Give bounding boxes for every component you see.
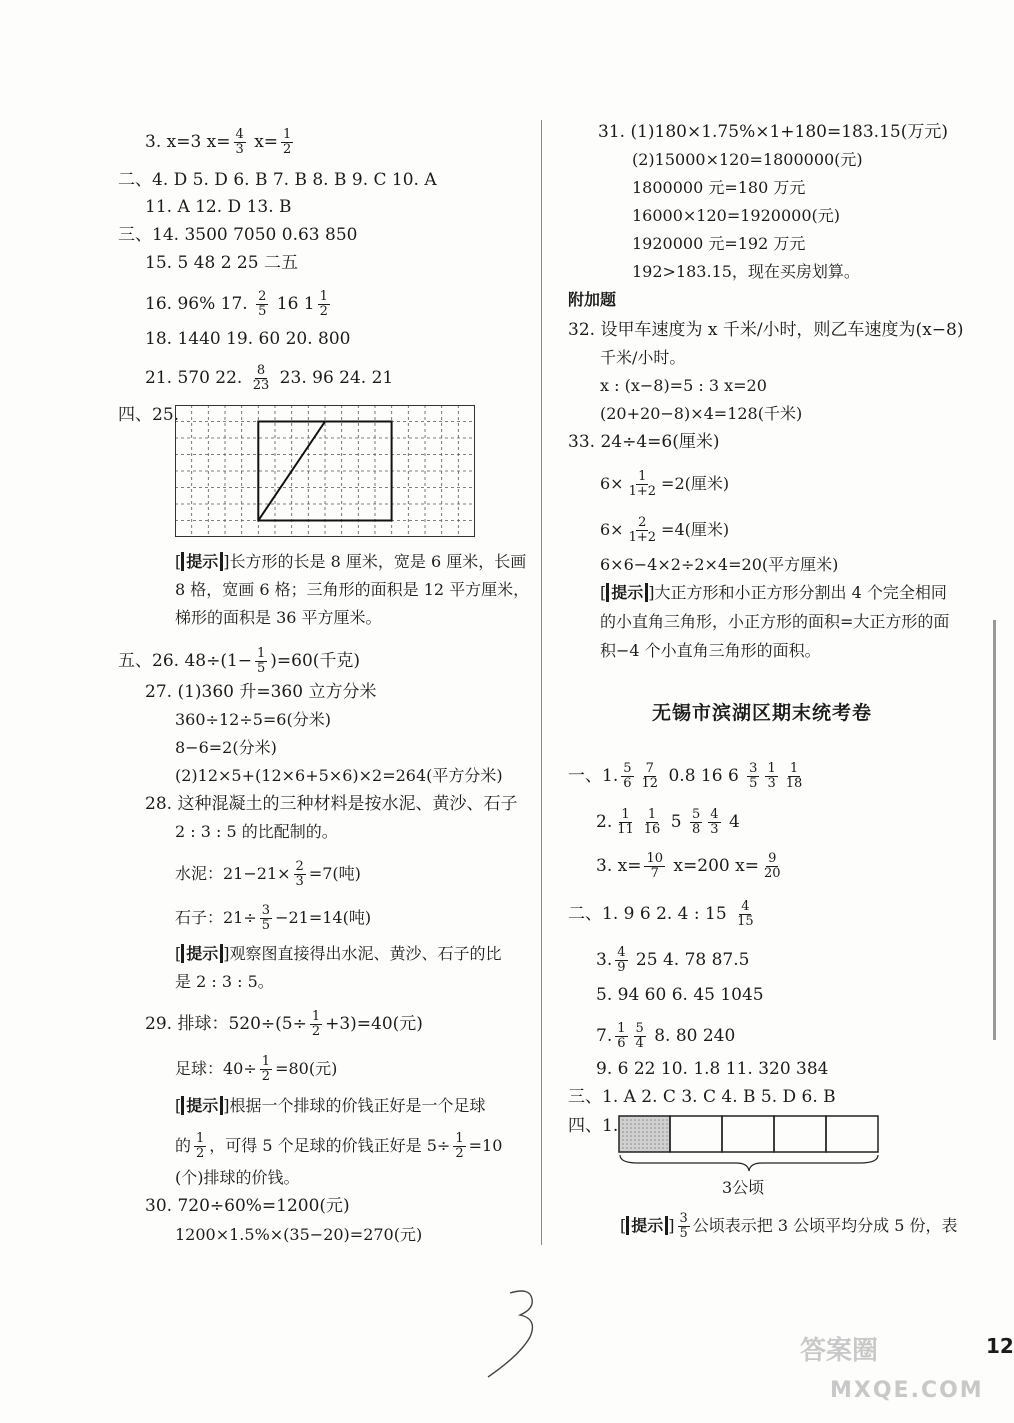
hint-r-line: [ 提示 ] $\frac{3}{5}$ 公顷表示把 3 公顷平均分成 5 份，表: [620, 1211, 958, 1241]
answer-31-3: 1800000 元=180 万元: [632, 178, 806, 197]
answer-15: 15. 5 48 2 25 二五: [145, 253, 298, 273]
answer-16-17: 16. 96% 17. $\frac{2}{5}$ 16 1 $\frac{1}{2}$: [145, 289, 328, 319]
answer-r6: 5. 94 60 6. 45 1045: [596, 985, 764, 1005]
grid-figure: [175, 405, 475, 537]
section-title: 无锡市滨湖区期末统考卷: [652, 702, 873, 724]
answer-30-1: 30. 720÷60%=1200(元): [145, 1196, 350, 1216]
area-bar-figure: [618, 1115, 880, 1175]
handwritten-mark: [480, 1285, 550, 1385]
answer-32-1: 32. 设甲车速度为 x 千米/小时，则乙车速度为(x−8): [568, 320, 964, 340]
answer-r1: 一、1. $\frac{5}{6}$ $\frac{7}{12}$ 0.8 16 6 $\frac{3}{5}$ $\frac{1}{3}$ $\frac{1}{18}$: [568, 761, 803, 791]
hint-33-line2: 的小直角三角形，小正方形的面积=大正方形的面: [600, 612, 950, 631]
answer-31-4: 16000×120=1920000(元): [632, 206, 840, 225]
answer-31-1: 31. (1)180×1.75%×1+180=183.15(万元): [598, 122, 948, 142]
text: 3. x=3 x=: [145, 132, 231, 152]
hint-33-line1: [ 提示 ]大正方形和小正方形分割出 4 个完全相同: [600, 583, 947, 602]
hint-29-line2: 的 $\frac{1}{2}$ ，可得 5 个足球的价钱正好是 5÷ $\frac{1}{2}$ =10: [175, 1131, 503, 1161]
page-number: 12: [986, 1334, 1014, 1358]
answer-30-2: 1200×1.5%×(35−20)=270(元): [175, 1225, 423, 1244]
area-bar-label: 3公顷: [722, 1178, 765, 1197]
answer-29-1: 29. 排球：520÷(5÷ $\frac{1}{2}$ +3)=40(元): [145, 1009, 423, 1039]
hint-33-line3: 积−4 个小直角三角形的面积。: [600, 641, 821, 660]
answer-27-1: 27. (1)360 升=360 立方分米: [145, 682, 377, 702]
answer-27-2: 360÷12÷5=6(分米): [175, 710, 331, 729]
answer-26: 五、26. 48÷(1− $\frac{1}{5}$ )=60(千克): [118, 646, 361, 676]
answer-section-2: 二、4. D 5. D 6. B 7. B 8. B 9. C 10. A: [118, 170, 437, 190]
answer-32-2: 千米/小时。: [600, 348, 686, 367]
answer-28-3: 水泥：21−21× $\frac{2}{3}$ =7(吨): [175, 859, 361, 889]
answer-27-4: (2)12×5+(12×6+5×6)×2=264(平方分米): [175, 766, 503, 785]
answer-r10-label: 四、1.: [568, 1116, 619, 1136]
watermark-url: MXQE.COM: [830, 1378, 984, 1403]
answer-31-2: (2)15000×120=1800000(元): [632, 150, 863, 169]
answer-3: [145, 128, 296, 157]
hint-29-line1: [ 提示 ]根据一个排球的价钱正好是一个足球: [175, 1096, 486, 1115]
answer-33-4: 6×6−4×2÷2×4=20(平方厘米): [600, 555, 839, 574]
answer-11-13: 11. A 12. D 13. B: [145, 197, 292, 217]
fraction: $\frac{1}{2}$: [283, 127, 292, 157]
hint-28-line2: 是 2 : 3 : 5。: [175, 972, 274, 991]
answer-18-20: 18. 1440 19. 60 20. 800: [145, 329, 351, 349]
hint-25-line1: [ 提示 ]长方形的长是 8 厘米，宽是 6 厘米，长画: [175, 552, 527, 571]
answer-r3: 3. x= $\frac{10}{7}$ x=200 x= $\frac{9}{20}$: [596, 851, 781, 881]
answer-33-1: 33. 24÷4=6(厘米): [568, 432, 720, 452]
answer-33-3: 6× $\frac{2}{1+2}$ =4(厘米): [600, 515, 730, 545]
text: x=: [248, 132, 279, 152]
answer-31-5: 1920000 元=192 万元: [632, 234, 806, 253]
watermark-logo: 答案圈: [800, 1336, 879, 1366]
answer-r9: 三、1. A 2. C 3. C 4. B 5. D 6. B: [568, 1087, 836, 1107]
answer-r8: 9. 6 22 10. 1.8 11. 320 384: [596, 1059, 829, 1079]
hint-25-line2: 8 格，宽画 6 格；三角形的面积是 12 平方厘米，: [175, 580, 530, 599]
hint-25-line3: 梯形的面积是 36 平方厘米。: [175, 608, 382, 627]
answer-28-2: 2 : 3 : 5 的比配制的。: [175, 822, 338, 841]
fraction: $\frac{4}{3}$: [235, 127, 244, 157]
answer-r7: 7. $\frac{1}{6}$ $\frac{5}{4}$ 8. 80 240: [596, 1021, 736, 1051]
answer-27-3: 8−6=2(分米): [175, 738, 277, 757]
page-edge-mark: [993, 620, 996, 1040]
column-divider: [541, 120, 542, 1245]
hint-28-line1: [ 提示 ]观察图直接得出水泥、黄沙、石子的比: [175, 944, 502, 963]
answer-28-4: 石子：21÷ $\frac{3}{5}$ −21=14(吨): [175, 903, 372, 933]
answer-28-1: 28. 这种混凝土的三种材料是按水泥、黄沙、石子: [145, 794, 518, 814]
answer-21-24: 21. 570 22. $\frac{8}{23}$ 23. 96 24. 21: [145, 363, 394, 393]
answer-25-label: 四、25.: [118, 405, 180, 425]
answer-32-3: x : (x−8)=5 : 3 x=20: [600, 376, 767, 395]
answer-31-6: 192>183.15，现在买房划算。: [632, 262, 860, 281]
answer-r2: 2. $\frac{1}{11}$ $\frac{1}{16}$ 5 $\frac{5}{8}$ $\frac{4}{3}$ 4: [596, 807, 740, 837]
extra-section-title: 附加题: [568, 290, 617, 309]
answer-r5: 3. $\frac{4}{9}$ 25 4. 78 87.5: [596, 945, 750, 975]
answer-r4: 二、1. 9 6 2. 4 : 15 $\frac{4}{15}$: [568, 899, 754, 929]
answer-33-2: 6× $\frac{1}{1+2}$ =2(厘米): [600, 469, 730, 499]
answer-29-2: 足球：40÷ $\frac{1}{2}$ =80(元): [175, 1054, 338, 1084]
answer-14: 三、14. 3500 7050 0.63 850: [118, 225, 358, 245]
answer-32-4: (20+20−8)×4=128(千米): [600, 404, 803, 423]
hint-29-line3: (个)排球的价钱。: [175, 1168, 300, 1187]
